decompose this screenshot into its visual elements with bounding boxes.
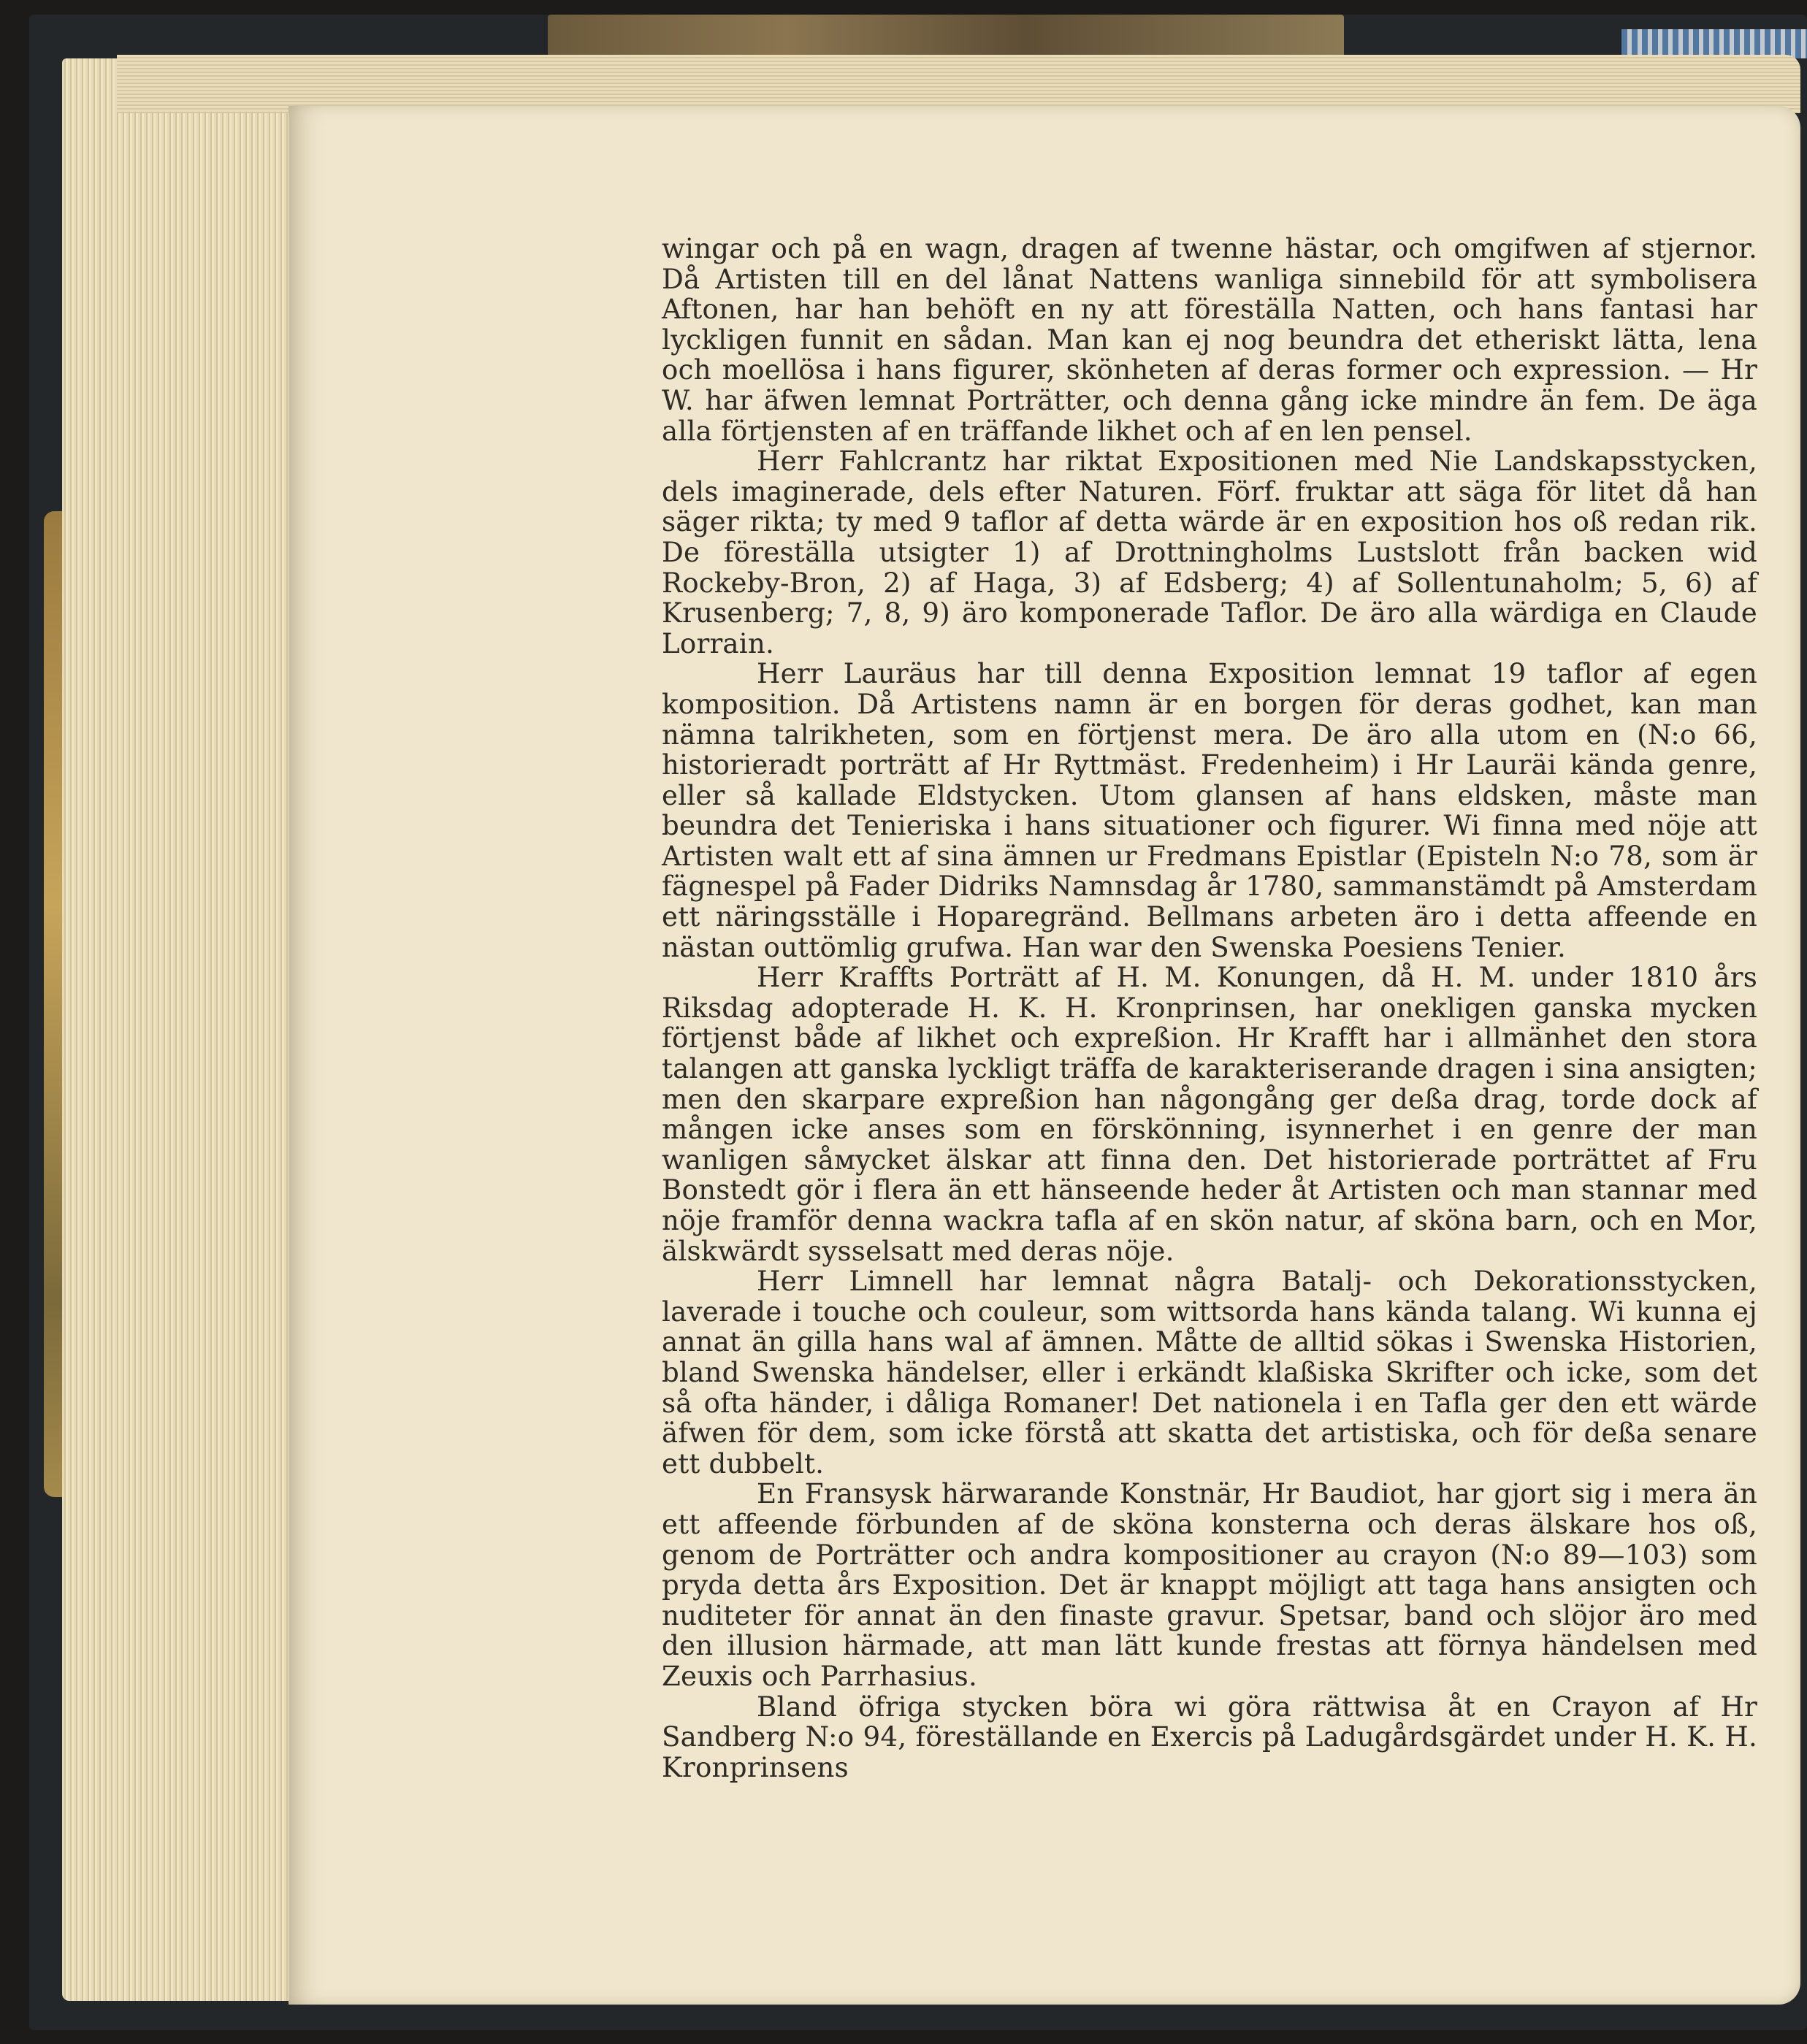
- paragraph-laureus: Herr Lauräus har till denna Exposition lemnat 19 taflor af egen komposition. Då Artistens namn är en borgen för deras godhet, kan man nämna talrikheten, som en förtjenst mera. De äro alla utom en (N:o 66, historieradt porträtt af Hr Ryttmäst. Fredenheim) i Hr Lauräi kända genre, eller så kallade Eldstycken. Utom glansen af hans eldsken, måste man beundra det Tenieriska i hans situationer och figurer. Wi finna med nöje att Artisten walt ett af sina ämnen ur Fredmans Epistlar (Epistеln N:o 78, som är fägnespel på Fader Didriks Namnsdag år 1780, sammanstämdt på Amsterdam ett näringsställe i Hoparegränd. Bellmans arbeten äro i detta affeende en nästan outtömlig grufwa. Han war den Swenska Poesiens Tenier.: [662, 657, 1757, 963]
- paragraph-sandberg: Bland öfriga stycken böra wi göra rättwisa åt en Crayon af Hr Sandberg N:o 94, föreställande en Exercis på Ladugårdsgärdet under H. K. H. Kronprinsens: [662, 1690, 1757, 1783]
- page-stack-edges: [62, 58, 303, 2001]
- paragraph-fahlcrantz: Herr Fahlcrantz har riktat Expositionen med Nie Landskapsstycken, dels imaginerade, dels efter Naturen. Förf. fruktar att säga för litet då han säger rikta; ty med 9 taflor af detta wärde är en exposition hos oß redan rik. De föreställa utsigter 1) af Drottningholms Lustslott från backen wid Rockeby-Bron, 2) af Haga, 3) af Edsberg; 4) af Sollentunaholm; 5, 6) af Krusenberg; 7, 8, 9) äro komponerade Taflor. De äro alla wärdiga en Claude Lorrain.: [662, 445, 1757, 659]
- page-top-edges: [117, 55, 1800, 113]
- paragraph-baudiot: En Fransysk härwarande Konstnär, Hr Baudiot, har gjort sig i mera än ett affeende förbunden af de sköna konsterna och deras älskare hos oß, genom de Porträtter och andra kompositioner au crayon (N:o 89—103) som pryda detta års Exposition. Det är knappt möjligt att taga hans ansigten och nuditeter för annat än den finaste gravur. Spetsar, band och slöjor äro med den illusion härmade, att man lätt kunde frestas att förnya händelsen med Zeuxis och Parrhasius.: [662, 1477, 1757, 1692]
- paragraph-krafft: Herr Kraffts Porträtt af H. M. Konungen, då H. M. under 1810 års Riksdag adopterade H. K. H. Kronprinsen, har onekligen ganska mycken förtjenst både af likhet och expreßion. Hr Krafft har i allmänhet den stora talangen att ganska lyckligt träffa de karakteriserande dragen i sina ansigten; men den skarpare expreßion han någongång ger deßa drag, torde dock af mången icke anses som en förskönning, isynnerhet i en genre der man wanligen såмycket älskar att finna den. Det historierade porträttet af Fru Bonstedt gör i flera än ett hänseende heder åt Artisten och man stannar med nöje framför denna wackra tafla af en skön natur, af sköna barn, och en Mor, älskwärdt sysselsatt med deras nöje.: [662, 961, 1757, 1267]
- book-spine-top: [548, 15, 1344, 57]
- paragraph-limnell: Herr Limnell har lemnat några Batalj- och Dekorationsstycken, laverade i touche och couleur, som wittsorda hans kända talang. Wi kunna ej annat än gilla hans wal af ämnen. Måtte de alltid sökas i Swenska Historien, bland Swenska händelser, eller i erkändt klaßiska Skrifter och icke, som det så ofta händer, i dåliga Romaner! Det nationela i en Tafla ger den ett wärde äfwen för dem, som icke förstå att skatta det artistiska, och för deßa senare ett dubbelt.: [662, 1265, 1757, 1480]
- ribbon-bookmark: [1621, 29, 1807, 58]
- paragraph-continued: wingar och på en wagn, dragen af twenne hästar, och omgifwen af stjernor. Då Artisten till en del lånat Nattens wanliga sinnebild för att symbolisera Aftonen, har han behöft en ny att föreställa Natten, och hans fantasi har lyckligen funnit en sådan. Man kan ej nog beundra det etheriskt lätta, lena och moellösa i hans figurer, skönheten af deras former och expression. — Hr W. har äfwen lemnat Porträtter, och denna gång icke mindre än fem. De äga alla förtjensten af en träffande likhet och af en len pensel.: [662, 232, 1757, 447]
- page-text: [662, 234, 1757, 1783]
